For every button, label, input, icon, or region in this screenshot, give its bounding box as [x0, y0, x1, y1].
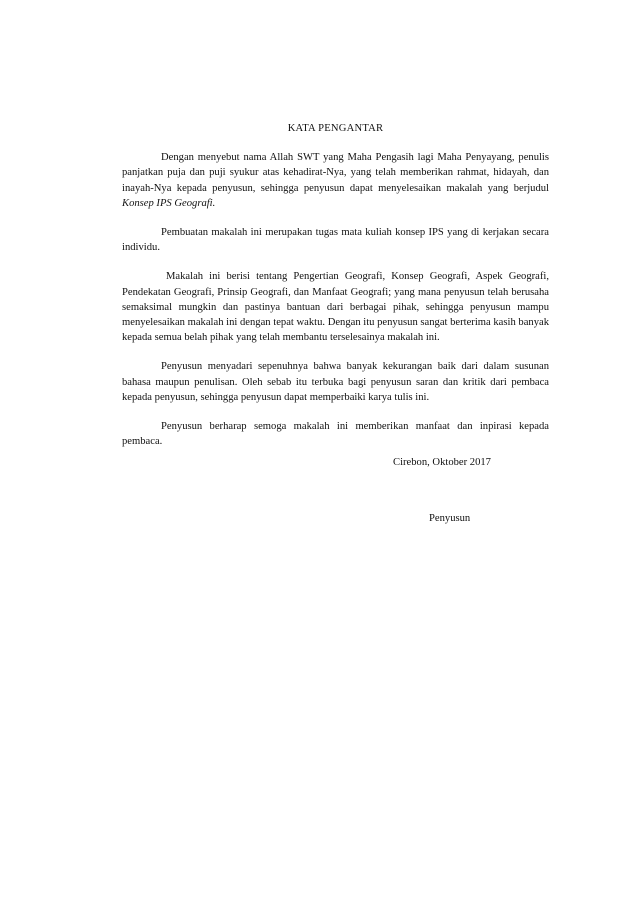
- paragraph-opening-italic-title: Konsep IPS Geografi.: [122, 197, 216, 209]
- paragraph-acknowledgement: Penyusun menyadari sepenuhnya bahwa banyak kekurangan baik dari dalam susunan bahasa maupun penulisan. Oleh sebab itu terbuka bagi penyusun saran dan kritik dari pembaca kepada penyusun, sehingga penyusun dapat memperbaiki karya tulis ini.: [122, 361, 549, 403]
- paragraph-closing: Penyusun berharap semoga makalah ini memberikan manfaat dan inpirasi kepada pembaca.: [122, 421, 549, 448]
- paragraph-opening: [122, 150, 549, 211]
- signer-name: Penyusun: [429, 513, 471, 524]
- paragraph-contents: Makalah ini berisi tentang Pengertian Geografi, Konsep Geografi, Aspek Geografi, Pendekatan Geografi, Prinsip Geografi, dan Manfaat Geografi; yang mana penyusun telah berusaha semaksimal mungkin dan pastinya bantuan dari berbagai pihak, sehingga penyusun mampu menyelesaikan makalah ini dengan tepat waktu. Dengan itu penyusun sangat berterima kasih banyak kepada semua belah pihak yang telah membantu terselesainya makalah ini.: [122, 271, 549, 344]
- page-title: KATA PENGANTAR: [287, 123, 384, 134]
- place-and-date: Cirebon, Oktober 2017: [393, 457, 491, 468]
- paragraph-purpose: Pembuatan makalah ini merupakan tugas mata kuliah konsep IPS yang di kerjakan secara individu.: [122, 227, 549, 254]
- paragraph-opening-text: Dengan menyebut nama Allah SWT yang Maha Pengasih lagi Maha Penyayang, penulis panjatkan puja dan puji syukur atas kehadirat-Nya, yang telah memberikan rahmat, hidayah, dan inayah-Nya kepada penyusun, sehingga penyusun dapat menyelesaikan makalah yang berjudul: [122, 152, 549, 194]
- document-body: [122, 121, 549, 463]
